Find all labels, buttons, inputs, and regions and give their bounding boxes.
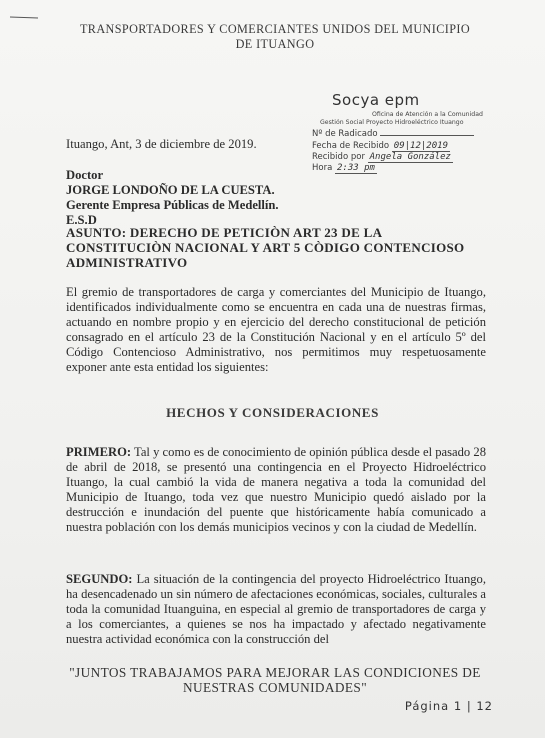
stamp-office: Oficina de Atención a la Comunidad <box>372 111 483 118</box>
stamp-recibido-value: Angela González <box>369 152 451 162</box>
letterhead-line-1: TRANSPORTADORES Y COMERCIANTES UNIDOS DEL MUNICIPIO <box>79 22 471 36</box>
reception-stamp <box>300 91 510 175</box>
letterhead <box>40 22 510 52</box>
footer-line-1: "JUNTOS TRABAJAMOS PARA MEJORAR LAS CONDICIONES DE <box>69 665 481 680</box>
stamp-radicado-value <box>380 135 474 136</box>
subject-line: ASUNTO: DERECHO DE PETICIÒN ART 23 DE LA CONSTITUCIÒN NACIONAL Y ART 5 CÒDIGO CONTENCIOSO ADMINISTRATIVO <box>66 225 465 270</box>
stamp-brand: Socya epm <box>332 91 420 109</box>
paragraph-segundo <box>66 572 486 647</box>
primero-text: Tal y como es de conocimiento de opinión pública desde el pasado 28 de abril de 2018, se presentó una contingencia en el Proyecto Hidroeléctrico Ituango, la cual cambió la vida de manera negativa a toda la comunidad del Municipio de Ituango, toda vez que nuestro Municipio quedó aislado por la destrucción e inundación del puente que históricamente había comunicado a nuestra población con los demás municipios vecinos y con la ciudad de Medellín. <box>66 445 486 534</box>
intro-paragraph: El gremio de transportadores de carga y comerciantes del Municipio de Ituango, identificados individualmente como se encuentra en cada una de nuestras firmas, actuando en nombre propio y en ejercicio del derecho constitucional de petición consagrado en el artículo 23 de la Constitución Nacional y en el artículo 5º del Código Contencioso Administrativo, nos permitimos muy respetuosamente exponer ante esta entidad los siguientes: <box>66 285 486 374</box>
stamp-project: Gestión Social Proyecto Hidroeléctrico Ituango <box>320 119 464 126</box>
primero-label: PRIMERO: <box>66 445 132 459</box>
segundo-text: La situación de la contingencia del proyecto Hidroeléctrico Ituango, ha desencadenado un sin número de afectaciones económicas, sociales, culturales a toda la comunidad Ituanguina, en especial al gremio de transportadores de carga y a los comerciantes, a quienes se nos ha impactado y afectado negativamente nuestra actividad económica con la construcción del <box>66 572 486 646</box>
page-number: Página 1 | 12 <box>404 699 493 713</box>
section-title: HECHOS Y CONSIDERACIONES <box>166 405 379 420</box>
recipient-position: Gerente Empresa Públicas de Medellín. <box>66 198 279 212</box>
letterhead-line-2: DE ITUANGO <box>235 37 315 51</box>
stamp-recibido-row <box>312 152 453 162</box>
place-date: Ituango, Ant, 3 de diciembre de 2019. <box>66 137 257 151</box>
paragraph-primero <box>66 445 486 535</box>
recipient-block <box>66 168 326 228</box>
stamp-radicado-label: Nº de Radicado <box>312 129 378 139</box>
recipient-salutation: Doctor <box>66 168 104 182</box>
stamp-fecha-value: 09|12|2019 <box>393 141 448 151</box>
stamp-hora-label: Hora <box>312 163 333 173</box>
footer-line-2: NUESTRAS COMUNIDADES" <box>182 680 368 695</box>
stamp-recibido-label: Recibido por <box>312 152 365 162</box>
pen-mark <box>10 16 38 19</box>
recipient-name: JORGE LONDOÑO DE LA CUESTA. <box>66 183 275 197</box>
stamp-fecha-label: Fecha de Recibido <box>312 141 390 151</box>
stamp-hora-value: 2:33 pm <box>337 163 375 173</box>
segundo-label: SEGUNDO: <box>66 572 133 586</box>
footer-motto <box>60 665 490 695</box>
recipient-esd: E.S.D <box>66 213 97 227</box>
